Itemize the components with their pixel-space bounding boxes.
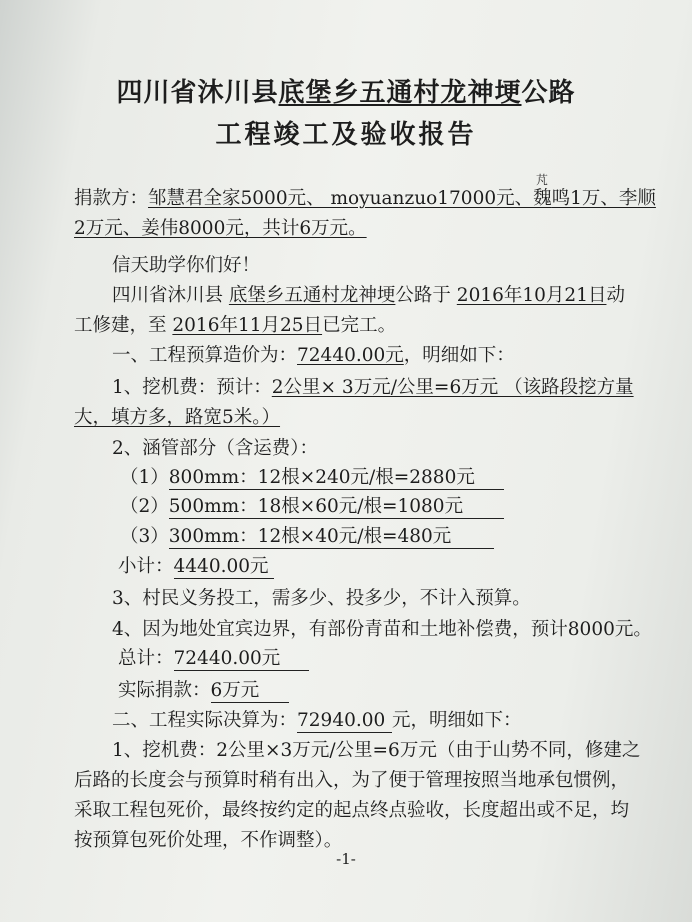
actual-label: 实际捐款：: [118, 680, 211, 701]
intro-line-2: [74, 313, 396, 339]
intro-text-2: 动: [606, 285, 625, 306]
culvert-row-3: [120, 524, 494, 550]
budget-excavator-1: [112, 375, 634, 401]
total-value: 72440.00元: [174, 648, 309, 671]
title-road: 公路: [521, 78, 576, 108]
settlement-line-2: 后路的长度会与预算时稍有出入，为了便于管理按照当地承包惯例，: [74, 770, 630, 791]
donors-line-2: [74, 216, 367, 242]
donors-label: 捐款方：: [74, 188, 149, 209]
culvert-2-value: 500mm：18根×60元/根=1080元: [169, 496, 504, 519]
donors-list-end: 鸣1万、李顺: [551, 188, 656, 209]
title-county: 四川省沐川县: [116, 78, 279, 108]
handwritten-correction: 芃: [536, 173, 549, 187]
total-row: [118, 646, 309, 672]
culvert-3-label: （3）: [120, 526, 169, 547]
start-date: 2016年10月21日: [456, 285, 607, 306]
budget-heading-end: ，明细如下：: [403, 345, 515, 366]
settlement-heading: [112, 708, 522, 734]
total-label: 总计：: [118, 648, 174, 669]
actual-donation-row: [118, 678, 289, 704]
excavator-label: 1、挖机费：预计：: [112, 377, 272, 398]
subtotal-value: 4440.00元: [174, 556, 274, 579]
page-number: -1-: [336, 850, 356, 868]
culvert-3-value: 300mm：12根×40元/根=480元: [169, 526, 494, 549]
settlement-line-4: 按预算包死价处理，不作调整）。: [74, 830, 343, 851]
budget-amount: 72440.00元: [297, 345, 404, 366]
budget-heading: [112, 343, 515, 369]
budget-item-3: 3、村民义务投工，需多少、投多少，不计入预算。: [112, 588, 531, 609]
culvert-1-label: （1）: [120, 467, 169, 488]
culvert-row-2: [120, 494, 504, 520]
budget-excavator-2: [74, 405, 280, 431]
culvert-heading: 2、涵管部分（含运费）：: [112, 438, 319, 459]
greeting: 信天助学你们好！: [112, 255, 261, 276]
title-line-1: [0, 72, 692, 109]
actual-value: 6万元: [211, 680, 289, 703]
intro-county: 四川省沐川县: [112, 285, 229, 306]
title-line-2: 工程竣工及验收报告: [215, 120, 477, 150]
settlement-amount: 72940.00: [297, 710, 392, 733]
donors-total: 2万元、姜伟8000元，共计6万元。: [74, 218, 367, 239]
settlement-heading-end: 元，明细如下：: [392, 710, 522, 731]
end-date: 2016年11月25日: [172, 315, 323, 336]
settlement-line-3: 采取工程包死价，最终按约定的起点终点验收，长度超出或不足，均: [74, 800, 630, 821]
title-village: 底堡乡五通村龙神埂: [278, 78, 522, 108]
culvert-2-label: （2）: [120, 496, 169, 517]
excavator-calc: 2公里× 3万元/公里=6万元 （该路段挖方量: [271, 377, 634, 398]
subtotal-row: [118, 554, 274, 580]
subtotal-label: 小计：: [118, 556, 174, 577]
settlement-heading-text: 二、工程实际决算为：: [112, 710, 298, 731]
culvert-1-value: 800mm：12根×240元/根=2880元: [169, 467, 504, 490]
donors-line-1: [74, 186, 656, 212]
intro-line-1: [112, 283, 625, 309]
budget-heading-text: 一、工程预算造价为：: [112, 345, 298, 366]
intro-place: 底堡乡五通村龙神埂: [228, 285, 396, 306]
intro-text-4: 已完工。: [322, 315, 397, 336]
culvert-row-1: [120, 465, 504, 491]
donors-list: 邹慧君全家5000元、 moyuanzuo17000元、魏: [148, 188, 552, 209]
excavator-note: 大，填方多，路宽5米。）: [74, 407, 281, 428]
intro-text-3: 工修建，至: [74, 315, 173, 336]
budget-item-4: 4、因为地处宜宾边界，有部份青苗和土地补偿费，预计8000元。: [112, 619, 652, 640]
intro-text: 公路于: [395, 285, 457, 306]
settlement-line-1: 1、挖机费：2公里×3万元/公里=6万元（由于山势不同，修建之: [112, 740, 641, 761]
